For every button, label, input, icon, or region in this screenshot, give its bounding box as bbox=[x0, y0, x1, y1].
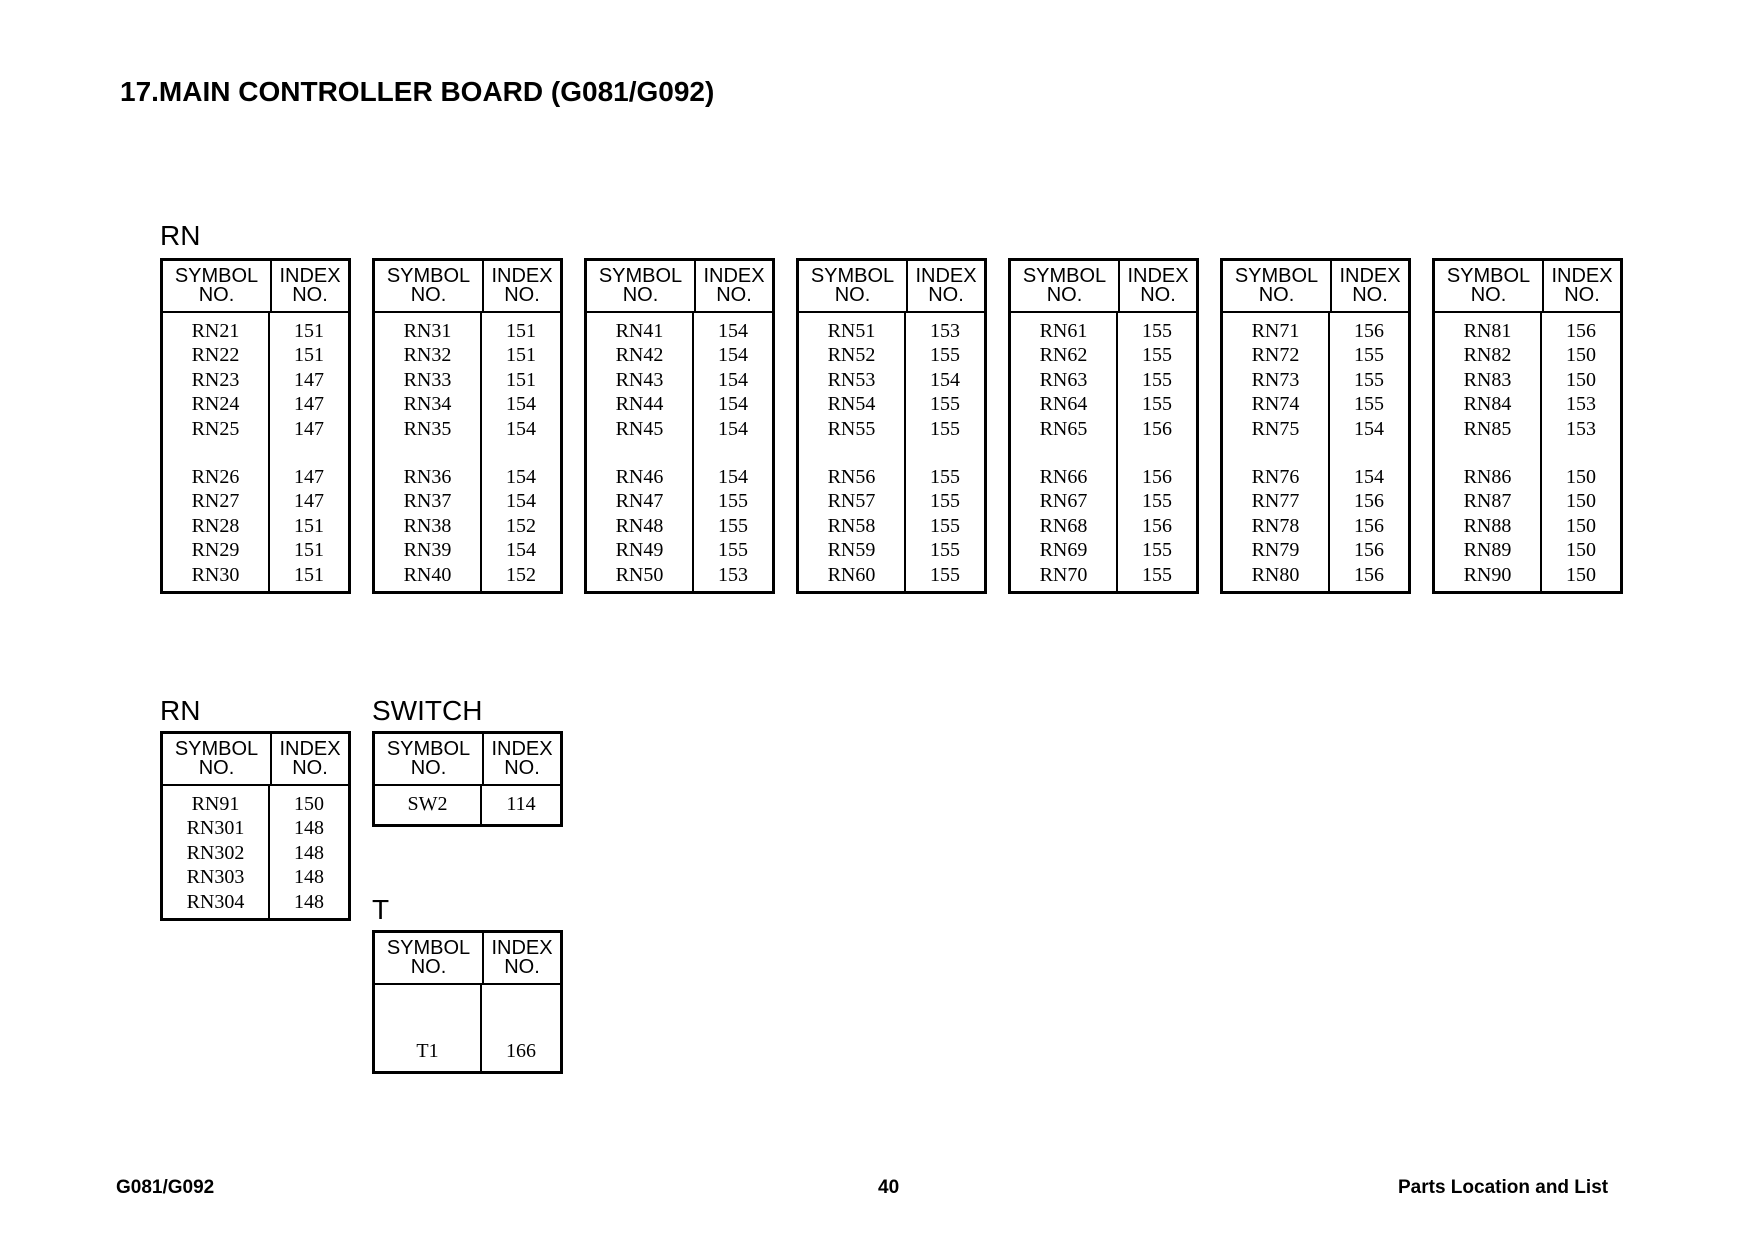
table-header bbox=[1435, 261, 1620, 313]
page-title: 17.MAIN CONTROLLER BOARD (G081/G092) bbox=[120, 76, 715, 107]
symbol-cell: RN59 bbox=[827, 539, 876, 562]
symbol-column bbox=[375, 985, 482, 1071]
index-no-header: INDEX NO. bbox=[279, 265, 341, 306]
table-body bbox=[163, 786, 348, 918]
symbol-cell: RN53 bbox=[827, 368, 876, 391]
index-cell: 155 bbox=[1354, 368, 1384, 391]
table-header bbox=[375, 734, 560, 786]
symbol-cell: RN37 bbox=[403, 490, 452, 513]
symbol-cell: RN81 bbox=[1463, 320, 1512, 342]
index-cell: 153 bbox=[930, 320, 960, 342]
index-cell: 154 bbox=[718, 393, 748, 416]
parts-table-rn-4 bbox=[796, 258, 987, 594]
table-body bbox=[587, 313, 772, 591]
symbol-cell: RN70 bbox=[1039, 563, 1088, 586]
section-label-t: T bbox=[372, 894, 390, 925]
index-cell: 150 bbox=[1566, 514, 1596, 537]
parts-table-t bbox=[372, 930, 563, 1074]
symbol-cell: RN73 bbox=[1251, 368, 1300, 391]
index-cell: 147 bbox=[294, 393, 324, 416]
symbol-cell: RN58 bbox=[827, 514, 876, 537]
index-cell: 154 bbox=[718, 417, 748, 440]
symbol-cell: RN82 bbox=[1463, 344, 1512, 367]
symbol-cell: RN25 bbox=[191, 417, 240, 440]
index-cell: 151 bbox=[294, 539, 324, 562]
parts-table-rn-6 bbox=[1220, 258, 1411, 594]
table-header bbox=[799, 261, 984, 313]
symbol-cell: RN67 bbox=[1039, 490, 1088, 513]
symbol-cell: RN38 bbox=[403, 514, 452, 537]
index-cell: 155 bbox=[718, 490, 748, 513]
footer-page-number: 40 bbox=[878, 1177, 900, 1198]
index-column bbox=[482, 786, 560, 824]
index-cell: 156 bbox=[1142, 417, 1172, 440]
index-cell: 147 bbox=[294, 490, 324, 513]
symbol-no-header: SYMBOL NO. bbox=[587, 261, 696, 311]
symbol-cell: RN69 bbox=[1039, 539, 1088, 562]
index-cell: 147 bbox=[294, 368, 324, 391]
symbol-no-header: SYMBOL NO. bbox=[375, 933, 484, 983]
table-header bbox=[587, 261, 772, 313]
symbol-cell: RN48 bbox=[615, 514, 664, 537]
index-cell: 155 bbox=[930, 539, 960, 562]
index-cell: 155 bbox=[930, 490, 960, 513]
index-cell: 154 bbox=[506, 465, 536, 488]
index-cell: 154 bbox=[506, 539, 536, 562]
index-cell: 147 bbox=[294, 417, 324, 440]
index-no-header: INDEX NO. bbox=[915, 265, 977, 306]
symbol-cell: RN57 bbox=[827, 490, 876, 513]
table-body bbox=[375, 985, 560, 1071]
index-no-header: INDEX NO. bbox=[491, 738, 553, 779]
table-body bbox=[163, 313, 348, 591]
symbol-cell: RN68 bbox=[1039, 514, 1088, 537]
table-body bbox=[375, 313, 560, 591]
index-cell: 155 bbox=[930, 417, 960, 440]
symbol-no-header: SYMBOL NO. bbox=[163, 261, 272, 311]
symbol-no-header: SYMBOL NO. bbox=[375, 734, 484, 784]
symbol-column bbox=[1223, 313, 1330, 591]
symbol-cell: SW2 bbox=[407, 793, 448, 815]
symbol-cell: RN40 bbox=[403, 563, 452, 586]
symbol-column bbox=[163, 786, 270, 918]
index-column bbox=[906, 313, 984, 591]
index-cell: 155 bbox=[930, 514, 960, 537]
table-header bbox=[375, 261, 560, 313]
table-header bbox=[375, 933, 560, 985]
index-cell: 154 bbox=[718, 344, 748, 367]
symbol-cell: RN85 bbox=[1463, 417, 1512, 440]
index-cell: 151 bbox=[506, 320, 536, 342]
symbol-cell: RN54 bbox=[827, 393, 876, 416]
symbol-cell: RN79 bbox=[1251, 539, 1300, 562]
symbol-column bbox=[163, 313, 270, 591]
section-label-switch: SWITCH bbox=[372, 695, 483, 726]
symbol-cell: RN45 bbox=[615, 417, 664, 440]
symbol-cell: RN43 bbox=[615, 368, 664, 391]
symbol-cell: RN78 bbox=[1251, 514, 1300, 537]
symbol-column bbox=[375, 786, 482, 824]
symbol-cell: RN77 bbox=[1251, 490, 1300, 513]
parts-table-rn-5 bbox=[1008, 258, 1199, 594]
index-no-header: INDEX NO. bbox=[1127, 265, 1189, 306]
index-cell: 155 bbox=[930, 393, 960, 416]
symbol-cell: RN51 bbox=[827, 320, 876, 342]
symbol-no-header: SYMBOL NO. bbox=[1011, 261, 1120, 311]
index-cell: 153 bbox=[1566, 393, 1596, 416]
index-column bbox=[270, 786, 348, 918]
symbol-cell: RN22 bbox=[191, 344, 240, 367]
index-cell: 150 bbox=[294, 793, 324, 815]
symbol-cell: RN23 bbox=[191, 368, 240, 391]
index-cell: 155 bbox=[1142, 490, 1172, 513]
parts-table-rn-7 bbox=[1432, 258, 1623, 594]
table-header bbox=[163, 261, 348, 313]
symbol-cell: RN28 bbox=[191, 514, 240, 537]
symbol-cell: RN55 bbox=[827, 417, 876, 440]
index-cell: 154 bbox=[1354, 417, 1384, 440]
table-body bbox=[375, 786, 560, 824]
symbol-cell: RN63 bbox=[1039, 368, 1088, 391]
symbol-no-header: SYMBOL NO. bbox=[799, 261, 908, 311]
index-cell: 151 bbox=[294, 563, 324, 586]
index-cell: 155 bbox=[1354, 344, 1384, 367]
table-header bbox=[1011, 261, 1196, 313]
symbol-cell: RN46 bbox=[615, 465, 664, 488]
index-no-header: INDEX NO. bbox=[491, 265, 553, 306]
index-cell: 150 bbox=[1566, 368, 1596, 391]
index-cell: 154 bbox=[930, 368, 960, 391]
index-column bbox=[1542, 313, 1620, 591]
symbol-cell: RN26 bbox=[191, 465, 240, 488]
symbol-cell: RN83 bbox=[1463, 368, 1512, 391]
symbol-cell: RN80 bbox=[1251, 563, 1300, 586]
symbol-column bbox=[799, 313, 906, 591]
symbol-cell: RN65 bbox=[1039, 417, 1088, 440]
symbol-cell: RN49 bbox=[615, 539, 664, 562]
index-cell: 150 bbox=[1566, 344, 1596, 367]
symbol-cell: RN84 bbox=[1463, 393, 1512, 416]
index-cell: 152 bbox=[506, 563, 536, 586]
symbol-cell: RN50 bbox=[615, 563, 664, 586]
table-body bbox=[799, 313, 984, 591]
index-cell: 151 bbox=[294, 514, 324, 537]
symbol-cell: RN62 bbox=[1039, 344, 1088, 367]
table-body bbox=[1223, 313, 1408, 591]
section-label-rn-bottom: RN bbox=[160, 695, 201, 726]
parts-table-rn-bottom bbox=[160, 731, 351, 921]
symbol-cell: RN34 bbox=[403, 393, 452, 416]
symbol-cell: RN39 bbox=[403, 539, 452, 562]
index-cell: 151 bbox=[294, 344, 324, 367]
symbol-cell: RN33 bbox=[403, 368, 452, 391]
symbol-cell: RN47 bbox=[615, 490, 664, 513]
footer-model: G081/G092 bbox=[116, 1177, 215, 1198]
parts-table-rn-2 bbox=[372, 258, 563, 594]
symbol-cell: RN86 bbox=[1463, 465, 1512, 488]
index-cell: 155 bbox=[1142, 344, 1172, 367]
symbol-cell: RN87 bbox=[1463, 490, 1512, 513]
symbol-cell: RN41 bbox=[615, 320, 664, 342]
symbol-cell: RN89 bbox=[1463, 539, 1512, 562]
index-cell: 155 bbox=[1142, 539, 1172, 562]
parts-table-rn-3 bbox=[584, 258, 775, 594]
symbol-cell: RN75 bbox=[1251, 417, 1300, 440]
symbol-cell: RN32 bbox=[403, 344, 452, 367]
index-cell: 148 bbox=[294, 866, 324, 889]
index-cell: 156 bbox=[1142, 465, 1172, 488]
index-cell: 150 bbox=[1566, 490, 1596, 513]
symbol-cell: RN302 bbox=[186, 841, 245, 864]
index-cell: 148 bbox=[294, 890, 324, 913]
index-cell: 156 bbox=[1354, 514, 1384, 537]
index-cell: 154 bbox=[506, 417, 536, 440]
symbol-column bbox=[587, 313, 694, 591]
index-cell: 155 bbox=[1142, 320, 1172, 342]
symbol-cell: RN71 bbox=[1251, 320, 1300, 342]
index-cell: 150 bbox=[1566, 465, 1596, 488]
index-cell: 154 bbox=[1354, 465, 1384, 488]
symbol-cell: RN31 bbox=[403, 320, 452, 342]
symbol-cell: RN64 bbox=[1039, 393, 1088, 416]
index-cell: 155 bbox=[1142, 563, 1172, 586]
symbol-cell: RN72 bbox=[1251, 344, 1300, 367]
index-cell: 155 bbox=[718, 514, 748, 537]
index-cell: 156 bbox=[1142, 514, 1172, 537]
index-column bbox=[1330, 313, 1408, 591]
symbol-cell: RN88 bbox=[1463, 514, 1512, 537]
index-cell: 154 bbox=[718, 465, 748, 488]
index-cell: 155 bbox=[718, 539, 748, 562]
table-body bbox=[1435, 313, 1620, 591]
symbol-column bbox=[1011, 313, 1118, 591]
index-no-header: INDEX NO. bbox=[1339, 265, 1401, 306]
index-cell: 156 bbox=[1354, 539, 1384, 562]
table-header bbox=[1223, 261, 1408, 313]
symbol-no-header: SYMBOL NO. bbox=[375, 261, 484, 311]
symbol-cell: RN91 bbox=[191, 793, 240, 815]
index-cell: 156 bbox=[1566, 320, 1596, 342]
symbol-cell: RN52 bbox=[827, 344, 876, 367]
index-cell: 154 bbox=[718, 368, 748, 391]
index-cell: 155 bbox=[930, 344, 960, 367]
symbol-cell: RN30 bbox=[191, 563, 240, 586]
index-cell: 152 bbox=[506, 514, 536, 537]
table-header bbox=[163, 734, 348, 786]
index-cell: 155 bbox=[1142, 393, 1172, 416]
index-cell: 151 bbox=[506, 344, 536, 367]
symbol-cell: RN35 bbox=[403, 417, 452, 440]
index-cell: 151 bbox=[506, 368, 536, 391]
symbol-no-header: SYMBOL NO. bbox=[163, 734, 272, 784]
symbol-cell: RN61 bbox=[1039, 320, 1088, 342]
symbol-no-header: SYMBOL NO. bbox=[1223, 261, 1332, 311]
index-cell: 156 bbox=[1354, 320, 1384, 342]
index-cell: 155 bbox=[930, 465, 960, 488]
symbol-cell: RN21 bbox=[191, 320, 240, 342]
symbol-no-header: SYMBOL NO. bbox=[1435, 261, 1544, 311]
index-column bbox=[482, 313, 560, 591]
index-column bbox=[270, 313, 348, 591]
index-cell: 150 bbox=[1566, 539, 1596, 562]
symbol-cell: RN42 bbox=[615, 344, 664, 367]
index-cell: 150 bbox=[1566, 563, 1596, 586]
parts-table-switch bbox=[372, 731, 563, 827]
index-cell: 153 bbox=[718, 563, 748, 586]
section-label-rn-top: RN bbox=[160, 220, 201, 251]
index-no-header: INDEX NO. bbox=[491, 937, 553, 978]
index-cell: 154 bbox=[718, 320, 748, 342]
symbol-cell: RN24 bbox=[191, 393, 240, 416]
symbol-cell: RN66 bbox=[1039, 465, 1088, 488]
index-no-header: INDEX NO. bbox=[1551, 265, 1613, 306]
symbol-cell: RN29 bbox=[191, 539, 240, 562]
index-cell: 156 bbox=[1354, 490, 1384, 513]
index-cell: 153 bbox=[1566, 417, 1596, 440]
index-cell: 148 bbox=[294, 817, 324, 840]
symbol-column bbox=[375, 313, 482, 591]
symbol-cell: RN301 bbox=[186, 817, 245, 840]
index-cell: 154 bbox=[506, 393, 536, 416]
index-cell: 147 bbox=[294, 465, 324, 488]
index-column bbox=[482, 985, 560, 1071]
symbol-cell: RN27 bbox=[191, 490, 240, 513]
index-cell: 166 bbox=[506, 1040, 536, 1062]
symbol-column bbox=[1435, 313, 1542, 591]
index-cell: 155 bbox=[1354, 393, 1384, 416]
symbol-cell: RN36 bbox=[403, 465, 452, 488]
index-cell: 151 bbox=[294, 320, 324, 342]
index-cell: 155 bbox=[930, 563, 960, 586]
index-cell: 114 bbox=[506, 793, 536, 815]
parts-table-rn-1 bbox=[160, 258, 351, 594]
footer-section-title: Parts Location and List bbox=[1398, 1177, 1609, 1198]
index-cell: 154 bbox=[506, 490, 536, 513]
index-cell: 148 bbox=[294, 841, 324, 864]
symbol-cell: RN304 bbox=[186, 890, 245, 913]
index-no-header: INDEX NO. bbox=[703, 265, 765, 306]
symbol-cell: RN303 bbox=[186, 866, 245, 889]
table-body bbox=[1011, 313, 1196, 591]
index-column bbox=[694, 313, 772, 591]
symbol-cell: RN60 bbox=[827, 563, 876, 586]
index-column bbox=[1118, 313, 1196, 591]
index-cell: 156 bbox=[1354, 563, 1384, 586]
symbol-cell: T1 bbox=[416, 1040, 439, 1062]
symbol-cell: RN44 bbox=[615, 393, 664, 416]
index-no-header: INDEX NO. bbox=[279, 738, 341, 779]
index-cell: 155 bbox=[1142, 368, 1172, 391]
symbol-cell: RN56 bbox=[827, 465, 876, 488]
symbol-cell: RN74 bbox=[1251, 393, 1300, 416]
symbol-cell: RN90 bbox=[1463, 563, 1512, 586]
symbol-cell: RN76 bbox=[1251, 465, 1300, 488]
